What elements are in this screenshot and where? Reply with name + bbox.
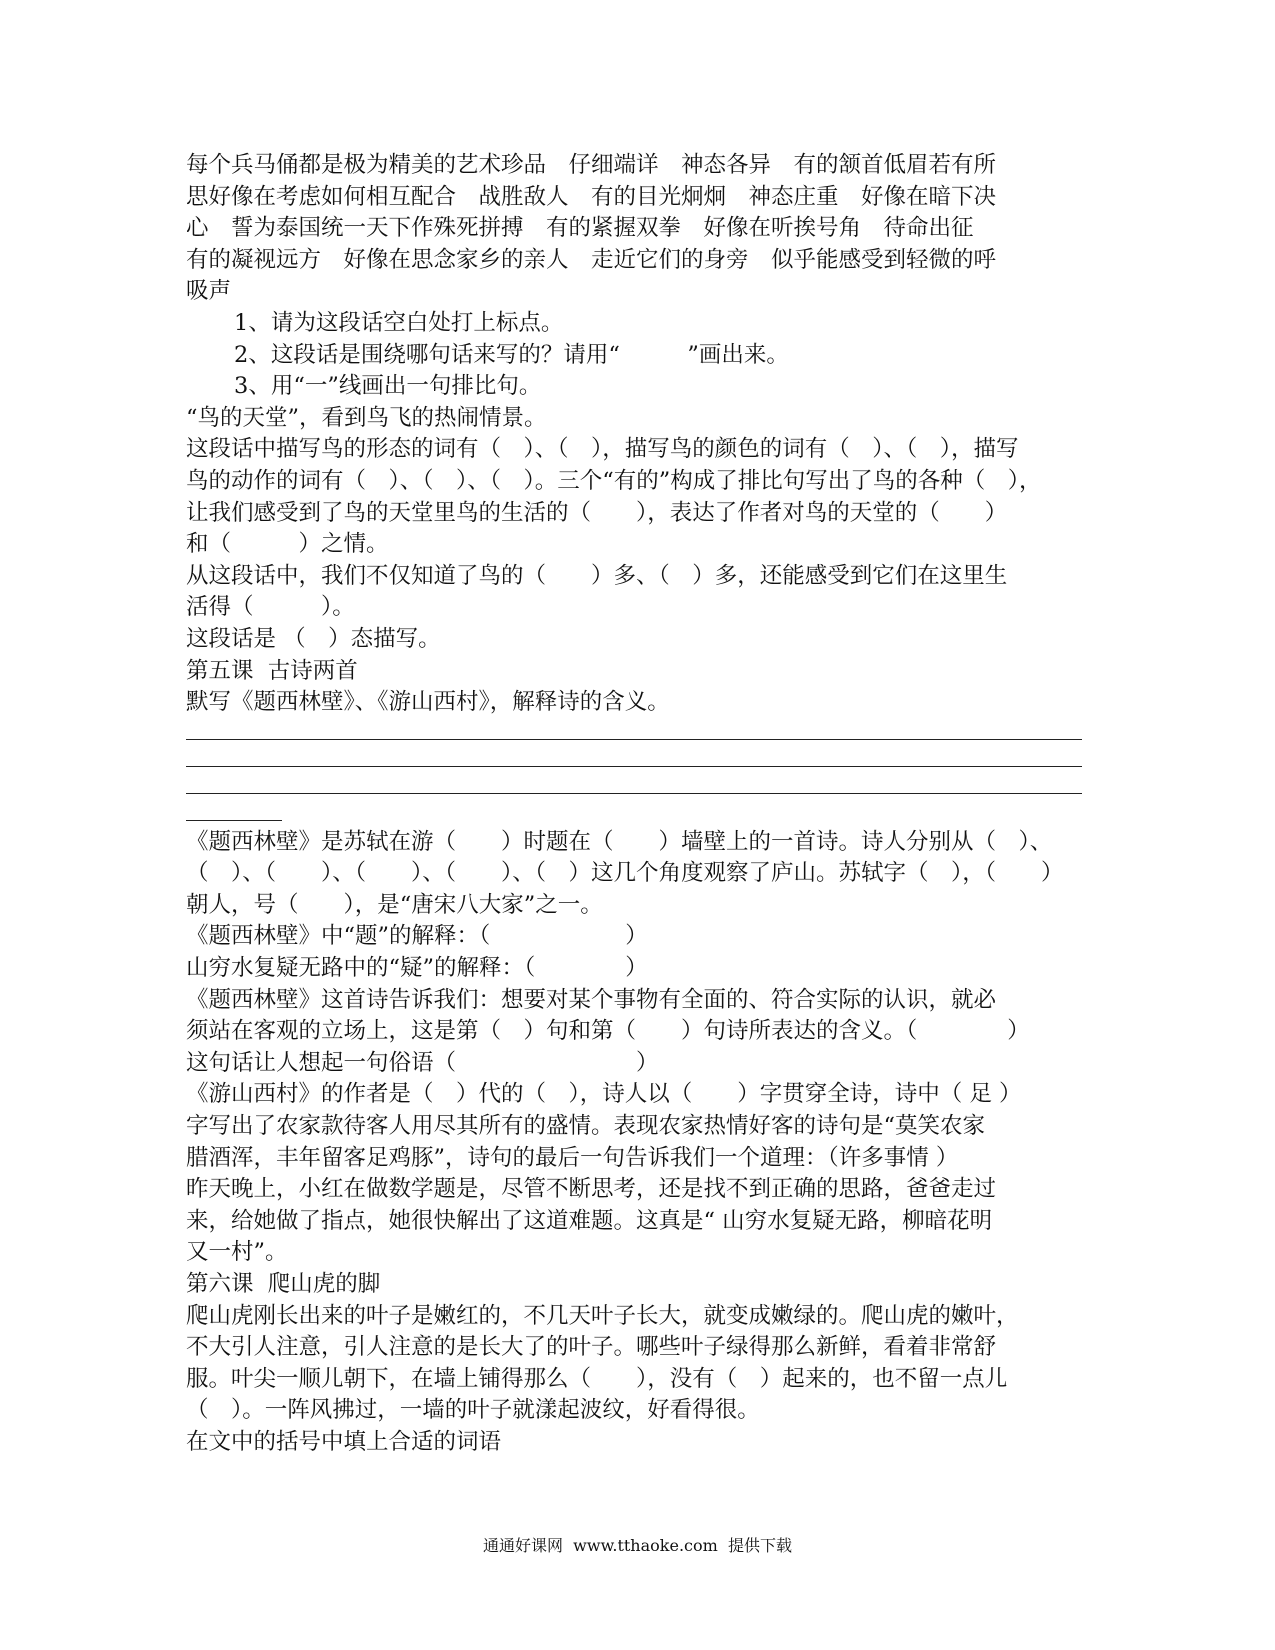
- text-line: 又一村”。: [186, 1239, 288, 1266]
- lesson-heading: 第六课 爬山虎的脚: [186, 1271, 381, 1297]
- page-footer: 通通好课网 www.tthaoke.com 提供下载: [483, 1536, 792, 1555]
- text-line: 《题西林壁》这首诗告诉我们：想要对某个事物有全面的、符合实际的认识，就必: [186, 986, 997, 1013]
- text-line: 这段话中描写鸟的形态的词有（ ）、（ ），描写鸟的颜色的词有（ ）、（ ），描写: [186, 436, 1019, 463]
- text-line: 服。叶尖一顺儿朝下，在墙上铺得那么（ ），没有（ ）起来的，也不留一点儿: [186, 1365, 1008, 1392]
- text-line: 腊酒浑，丰年留客足鸡豚”，诗句的最后一句告诉我们一个道理：（许多事情 ）: [186, 1144, 959, 1171]
- question-item: 3、用“一”线画出一句排比句。: [234, 373, 542, 400]
- lesson-heading: 第五课 古诗两首: [186, 657, 358, 684]
- text-line: 有的凝视远方 好像在思念家乡的亲人 走近它们的身旁 似乎能感受到轻微的呼: [186, 246, 997, 273]
- text-line: 鸟的动作的词有（ ）、（ ）、（ ）。三个“有的”构成了排比句写出了鸟的各种（ ），: [186, 467, 1042, 494]
- document-body: [186, 150, 1084, 1459]
- text-line: 和（ ）之情。: [186, 531, 389, 558]
- text-line: 这句话让人想起一句俗语（ ）: [186, 1049, 659, 1076]
- answer-line: [186, 719, 1082, 746]
- question-item: 2、这段话是围绕哪句话来写的？请用“ ”画出来。: [234, 341, 789, 368]
- text-line: 字写出了农家款待客人用尽其所有的盛情。表现农家热情好客的诗句是“莫笑农家: [186, 1113, 986, 1140]
- text-line: （ ）。一阵风拂过，一墙的叶子就漾起波纹，好看得很。: [186, 1397, 760, 1424]
- text-line: 朝人，号（ ），是“唐宋八大家”之一。: [186, 891, 603, 918]
- text-line: 《题西林壁》是苏轼在游（ ）时题在（ ）墙壁上的一首诗。诗人分别从（ ）、: [186, 828, 1053, 855]
- text-line: 让我们感受到了鸟的天堂里鸟的生活的（ ），表达了作者对鸟的天堂的（ ）: [186, 499, 1008, 526]
- answer-line: [186, 773, 1082, 800]
- answer-lines: [186, 719, 1084, 827]
- text-line: 《题西林壁》中“题”的解释：（ ）: [186, 923, 648, 950]
- text-line: 《游山西村》的作者是（ ）代的（ ），诗人以（ ）字贯穿全诗，诗中（ 足 ）: [186, 1081, 1022, 1108]
- text-line: 不大引人注意，引人注意的是长大了的叶子。哪些叶子绿得那么新鲜，看着非常舒: [186, 1334, 997, 1361]
- text-line: 思好像在考虑如何相互配合 战胜敌人 有的目光炯炯 神态庄重 好像在暗下决: [186, 183, 997, 210]
- text-line: （ ）、（ ）、（ ）、（ ）、（ ）这几个角度观察了庐山。苏轼字（ ），（ ）: [186, 860, 1064, 887]
- text-line: 这段话是 （ ）态描写。: [186, 625, 441, 652]
- text-line: “鸟的天堂”，看到鸟飞的热闹情景。: [186, 404, 547, 431]
- text-line: 每个兵马俑都是极为精美的艺术珍品 仔细端详 神态各异 有的颔首低眉若有所: [186, 152, 997, 178]
- text-line: 昨天晚上，小红在做数学题是，尽管不断思考，还是找不到正确的思路，爸爸走过: [186, 1176, 997, 1203]
- question-item: 1、请为这段话空白处打上标点。: [234, 309, 564, 336]
- answer-line: [186, 800, 282, 827]
- poem-section: [186, 827, 1084, 1459]
- text-line: 吸声: [186, 278, 232, 305]
- terracotta-passage: [186, 150, 1084, 308]
- text-line: 活得（ ）。: [186, 594, 355, 621]
- bird-paradise-section: [186, 403, 1084, 719]
- question-list: [186, 308, 1084, 403]
- text-line: 山穷水复疑无路中的“疑”的解释：（ ）: [186, 955, 648, 982]
- text-line: 须站在客观的立场上，这是第（ ）句和第（ ）句诗所表达的含义。（ ）: [186, 1018, 1030, 1045]
- text-line: 在文中的括号中填上合适的词语: [186, 1428, 502, 1455]
- text-line: 爬山虎刚长出来的叶子是嫩红的，不几天叶子长大，就变成嫩绿的。爬山虎的嫩叶，: [186, 1302, 1019, 1329]
- text-line: 心 誓为泰国统一天下作殊死拼搏 有的紧握双拳 好像在听挨号角 待命出征: [186, 215, 974, 242]
- answer-line: [186, 746, 1082, 773]
- text-line: 来，给她做了指点，她很快解出了这道难题。这真是“ 山穷水复疑无路，柳暗花明: [186, 1207, 993, 1234]
- text-line: 默写《题西林壁》、《游山西村》，解释诗的含义。: [186, 689, 670, 716]
- text-line: 从这段话中，我们不仅知道了鸟的（ ）多、（ ）多，还能感受到它们在这里生: [186, 562, 1008, 589]
